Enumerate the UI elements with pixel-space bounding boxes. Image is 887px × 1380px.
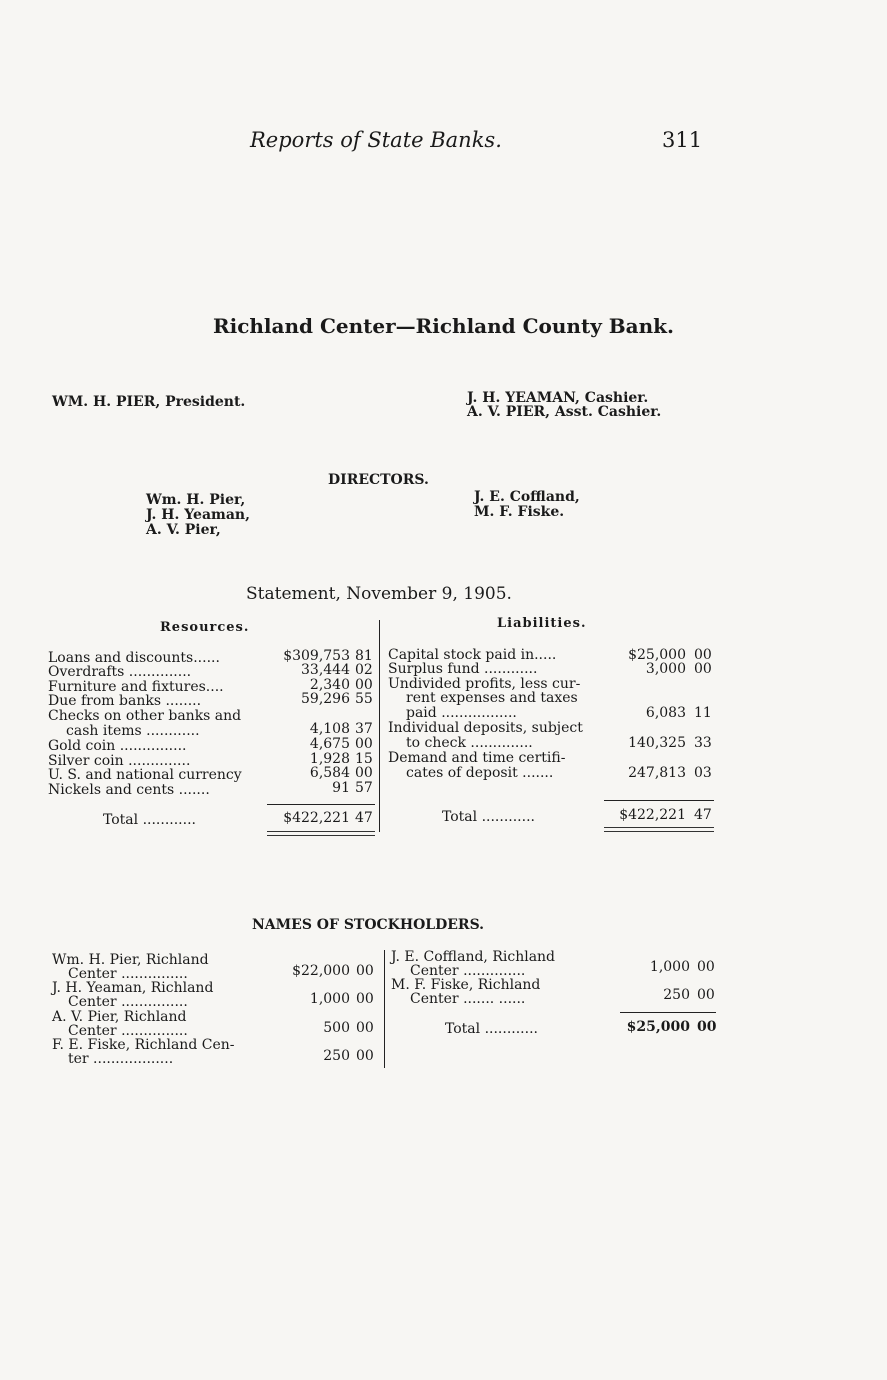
- liability-label: to check ..............: [406, 735, 533, 751]
- liability-label: Capital stock paid in.....: [388, 647, 557, 663]
- director-name: Wm. H. Pier,: [146, 492, 246, 508]
- stockholder-location: Center ...............: [68, 966, 188, 982]
- liabilities-total-dollars: $422,221: [619, 807, 686, 823]
- resource-dollars: 4,675: [309, 736, 350, 752]
- resource-dollars: 33,444: [301, 662, 350, 678]
- stockholder-location: ter ..................: [68, 1051, 174, 1067]
- resource-dollars: 2,340: [309, 677, 350, 693]
- stockholders-total-dollars: $25,000: [626, 1019, 690, 1035]
- resource-dollars: $309,753: [283, 648, 350, 664]
- page-number: 311: [662, 128, 703, 152]
- bank-title: Richland Center—Richland County Bank.: [212, 314, 675, 338]
- stockholder-dollars: 1,000: [309, 991, 350, 1007]
- director-name: J. H. Yeaman,: [146, 507, 250, 523]
- column-divider: [384, 950, 385, 1068]
- liability-label: Surplus fund ............: [388, 661, 538, 677]
- column-divider: [379, 620, 380, 832]
- resources-total-cents: 47: [355, 810, 373, 826]
- liability-dollars: 6,083: [645, 705, 686, 721]
- liabilities-total-cents: 47: [694, 807, 712, 823]
- resource-cents: 37: [355, 721, 373, 737]
- resource-dollars: 59,296: [301, 691, 350, 707]
- liability-cents: 11: [694, 705, 712, 721]
- stockholder-location: Center ....... ......: [410, 991, 526, 1007]
- resource-label: U. S. and national currency: [48, 767, 242, 783]
- stockholder-name: J. E. Coffland, Richland: [391, 949, 556, 965]
- stockholder-location: Center ..............: [410, 963, 526, 979]
- double-rule: [267, 831, 375, 836]
- resources-total-dollars: $422,221: [283, 810, 350, 826]
- resource-label: Overdrafts ..............: [48, 664, 192, 680]
- stockholder-cents: 00: [356, 991, 374, 1007]
- resource-label: Silver coin ..............: [48, 753, 191, 769]
- liability-label: Undivided profits, less cur-: [388, 676, 581, 692]
- statement-heading: Statement, November 9, 1905.: [246, 584, 512, 604]
- stockholder-dollars: $22,000: [292, 963, 350, 979]
- cashier-line: J. H. YEAMAN, Cashier.: [467, 390, 649, 406]
- liability-dollars: 3,000: [645, 661, 686, 677]
- liability-label: Demand and time certifi-: [388, 750, 566, 766]
- stockholder-location: Center ...............: [68, 994, 188, 1010]
- liability-dollars: 247,813: [628, 765, 686, 781]
- directors-heading: DIRECTORS.: [328, 472, 429, 488]
- resource-cents: 55: [355, 691, 373, 707]
- stockholder-name: F. E. Fiske, Richland Cen-: [52, 1037, 235, 1053]
- stockholder-name: Wm. H. Pier, Richland: [52, 952, 209, 968]
- stockholder-cents: 00: [356, 1048, 374, 1064]
- director-name: M. F. Fiske.: [474, 504, 565, 520]
- liability-cents: 00: [694, 647, 712, 663]
- resource-label: Furniture and fixtures....: [48, 679, 224, 695]
- stockholders-total-cents: 00: [697, 1019, 717, 1035]
- stockholder-cents: 00: [697, 987, 715, 1003]
- president-line: WM. H. PIER, President.: [52, 394, 246, 410]
- stockholder-name: A. V. Pier, Richland: [52, 1009, 187, 1025]
- double-rule: [604, 827, 714, 832]
- stockholder-name: M. F. Fiske, Richland: [391, 977, 541, 993]
- resources-heading: Resources.: [160, 620, 250, 635]
- liability-dollars: 140,325: [628, 735, 686, 751]
- stockholders-total-label: Total ............: [445, 1021, 538, 1037]
- director-name: J. E. Coffland,: [474, 489, 580, 505]
- resource-label: cash items ............: [66, 723, 200, 739]
- resource-cents: 57: [355, 780, 373, 796]
- stockholder-dollars: 1,000: [649, 959, 690, 975]
- liability-label: paid .................: [406, 705, 517, 721]
- liability-cents: 03: [694, 765, 712, 781]
- director-name: A. V. Pier,: [146, 522, 221, 538]
- stockholder-cents: 00: [697, 959, 715, 975]
- stockholder-cents: 00: [356, 963, 374, 979]
- resource-dollars: 4,108: [309, 721, 350, 737]
- resource-cents: 81: [355, 648, 373, 664]
- resource-label: Due from banks ........: [48, 693, 202, 709]
- stockholder-dollars: 250: [663, 987, 690, 1003]
- resource-label: Loans and discounts......: [48, 650, 220, 666]
- stockholder-cents: 00: [356, 1020, 374, 1036]
- stockholders-heading: NAMES OF STOCKHOLDERS.: [252, 917, 485, 933]
- stockholder-location: Center ...............: [68, 1023, 188, 1039]
- liability-cents: 33: [694, 735, 712, 751]
- liability-dollars: $25,000: [628, 647, 686, 663]
- resource-cents: 02: [355, 662, 373, 678]
- resource-dollars: 6,584: [309, 765, 350, 781]
- resource-dollars: 1,928: [309, 751, 350, 767]
- resource-cents: 00: [355, 677, 373, 693]
- stockholder-dollars: 500: [323, 1020, 350, 1036]
- total-rule: [267, 804, 375, 805]
- asst-cashier-line: A. V. PIER, Asst. Cashier.: [467, 404, 662, 420]
- liabilities-total-label: Total ............: [442, 809, 535, 825]
- liability-cents: 00: [694, 661, 712, 677]
- liabilities-heading: Liabilities.: [497, 616, 587, 631]
- resource-label: Nickels and cents .......: [48, 782, 210, 798]
- resource-cents: 15: [355, 751, 373, 767]
- resource-label: Gold coin ...............: [48, 738, 187, 754]
- total-rule: [604, 800, 714, 801]
- resource-dollars: 91: [332, 780, 350, 796]
- stockholder-dollars: 250: [323, 1048, 350, 1064]
- resources-total-label: Total ............: [103, 812, 196, 828]
- resource-label: Checks on other banks and: [48, 708, 242, 724]
- liability-label: Individual deposits, subject: [388, 720, 583, 736]
- total-rule: [620, 1012, 716, 1013]
- liability-label: cates of deposit .......: [406, 765, 554, 781]
- resource-cents: 00: [355, 736, 373, 752]
- running-title: Reports of State Banks.: [250, 128, 502, 152]
- liability-label: rent expenses and taxes: [406, 690, 578, 706]
- stockholder-name: J. H. Yeaman, Richland: [52, 980, 214, 996]
- resource-cents: 00: [355, 765, 373, 781]
